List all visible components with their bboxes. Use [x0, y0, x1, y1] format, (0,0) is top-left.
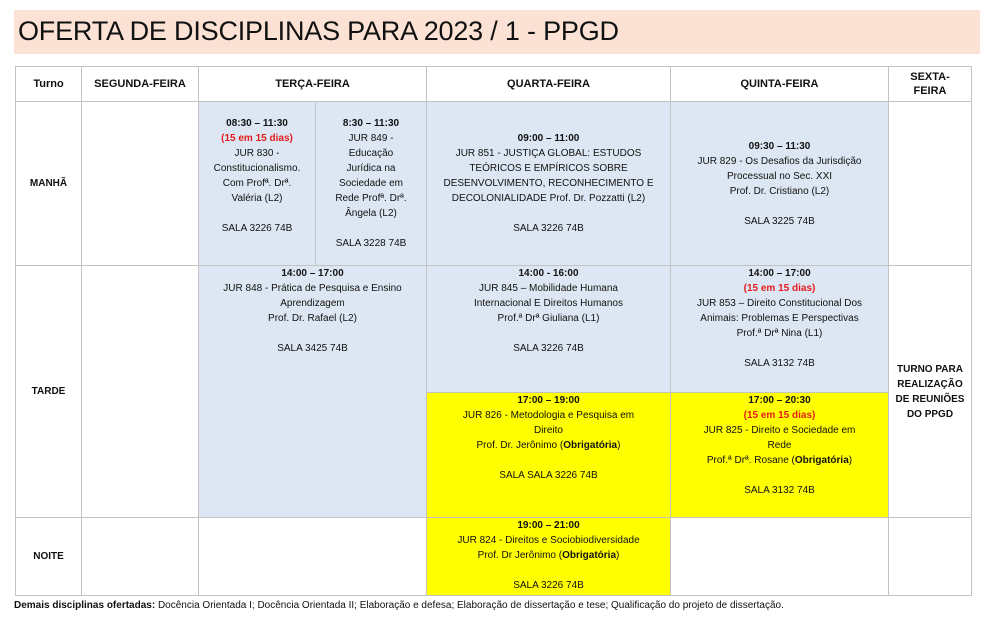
course-line: Direito — [534, 425, 563, 436]
meeting-note-line: DE REUNIÕES — [895, 393, 965, 405]
course-line: JUR 825 - Direito e Sociedade em — [703, 425, 856, 436]
course-line: TEÓRICOS E EMPÍRICOS SOBRE — [469, 163, 628, 174]
course-line: Prof.ª Drª Giuliana (L1) — [497, 313, 600, 324]
frequency-note: (15 em 15 dias) — [743, 283, 816, 294]
room-label: SALA 3225 74B — [744, 215, 815, 227]
mandatory-label: Obrigatória — [562, 550, 617, 561]
frequency-note: (15 em 15 dias) — [221, 133, 293, 144]
meeting-note-line: TURNO PARA — [897, 363, 963, 375]
header-sexta — [889, 67, 972, 102]
course-line: Com Profª. Drª. — [222, 178, 292, 189]
cell-noite-quinta — [671, 518, 889, 596]
course-line: Ângela (L2) — [345, 208, 397, 219]
course-line: Animais: Problemas E Perspectivas — [700, 313, 859, 324]
course-line: JUR 824 - Direitos e Sociobiodiversidade — [457, 535, 640, 546]
room-label: SALA 3226 74B — [513, 580, 584, 591]
course-line: Jurídica na — [346, 163, 396, 174]
meeting-note-line: DO PPGD — [906, 408, 954, 420]
time-label: 14:00 – 17:00 — [281, 268, 344, 279]
mandatory-label: Obrigatória — [794, 455, 849, 466]
page-title: OFERTA DE DISCIPLINAS PARA 2023 / 1 - PPGD — [18, 16, 619, 46]
course-line: DECOLONIALIDADE Prof. Dr. Pozzatti (L2) — [451, 193, 646, 204]
room-label: SALA 3132 74B — [744, 358, 815, 369]
cell-manha-quinta — [671, 102, 889, 266]
row-tarde-1 — [16, 266, 972, 393]
cell-tarde-quinta-825 — [671, 393, 889, 518]
cell-manha-quarta — [427, 102, 671, 266]
header-quinta: QUINTA-FEIRA — [671, 67, 889, 102]
cell-noite-quarta-824 — [427, 518, 671, 596]
course-line: JUR 849 - — [348, 133, 394, 144]
professor-line: Prof. Dr. Jerônimo (Obrigatória) — [476, 440, 621, 451]
course-line: JUR 845 – Mobilidade Humana — [479, 283, 618, 294]
room-label: SALA 3425 74B — [277, 343, 348, 354]
cell-tarde-terca — [199, 266, 427, 518]
row-label-tarde: TARDE — [16, 266, 82, 518]
course-line: Sociedade em — [339, 178, 403, 189]
course-line: JUR 826 - Metodologia e Pesquisa em — [462, 410, 635, 421]
room-label: SALA SALA 3226 74B — [499, 470, 598, 481]
header-segunda: SEGUNDA-FEIRA — [82, 67, 199, 102]
course-line: Prof. Dr. Cristiano (L2) — [729, 185, 830, 197]
cell-tarde-quarta — [427, 266, 671, 393]
time-label: 08:30 – 11:30 — [226, 118, 288, 129]
course-line: Constitucionalismo. — [213, 163, 301, 174]
course-line: JUR 851 - JUSTIÇA GLOBAL: ESTUDOS — [455, 148, 642, 159]
meeting-note-line: REALIZAÇÃO — [897, 378, 963, 390]
footer-note — [14, 600, 784, 611]
course-line: Prof.ª Drª Nina (L1) — [736, 328, 823, 339]
header-sexta-line2: FEIRA — [913, 85, 947, 97]
cell-tarde-quinta — [671, 266, 889, 393]
course-line: JUR 830 - — [234, 148, 280, 159]
room-label: SALA 3226 74B — [221, 223, 293, 234]
row-label-manha: MANHÃ — [16, 102, 82, 266]
course-line: Educação — [348, 148, 394, 159]
time-label: 19:00 – 21:00 — [517, 520, 580, 531]
course-line: Internacional E Direitos Humanos — [474, 298, 623, 309]
cell-noite-segunda — [82, 518, 199, 596]
course-line: DESENVOLVIMENTO, RECONHECIMENTO E — [443, 178, 654, 189]
header-quarta: QUARTA-FEIRA — [427, 67, 671, 102]
room-label: SALA 3132 74B — [744, 485, 815, 496]
header-row — [16, 67, 972, 102]
footer-label: Demais disciplinas ofertadas: — [14, 600, 156, 611]
course-line: JUR 853 – Direito Constitucional Dos — [696, 298, 863, 309]
course-line: JUR 829 - Os Desafios da Jurisdição — [697, 155, 862, 167]
course-line: Processual no Sec. XXI — [726, 170, 833, 182]
cell-noite-terca — [199, 518, 427, 596]
course-line: Prof. Dr. Rafael (L2) — [268, 313, 357, 324]
course-line: Valéria (L2) — [231, 193, 283, 204]
title-banner — [14, 10, 980, 54]
time-label: 09:00 – 11:00 — [517, 133, 580, 144]
cell-tarde-quarta-826 — [427, 393, 671, 518]
time-label: 17:00 – 19:00 — [517, 395, 580, 406]
cell-noite-sexta — [889, 518, 972, 596]
course-line: Aprendizagem — [280, 298, 345, 309]
cell-manha-sexta — [889, 102, 972, 266]
row-noite — [16, 518, 972, 596]
time-label: 14:00 - 16:00 — [518, 268, 579, 279]
mandatory-label: Obrigatória — [563, 440, 618, 451]
row-label-noite: NOITE — [16, 518, 82, 596]
header-terca: TERÇA-FEIRA — [199, 67, 427, 102]
cell-tarde-sexta — [889, 266, 972, 518]
schedule-table — [15, 66, 972, 596]
time-label: 14:00 – 17:00 — [748, 268, 811, 279]
footer-text: Docência Orientada I; Docência Orientada II; Elaboração e defesa; Elaboração de dissertação e tese; Qualificação do projeto de dissertação. — [155, 600, 784, 611]
course-line: JUR 848 - Prática de Pesquisa e Ensino — [223, 283, 402, 294]
frequency-note: (15 em 15 dias) — [743, 410, 816, 421]
room-label: SALA 3228 74B — [335, 238, 407, 249]
header-turno: Turno — [16, 67, 82, 102]
professor-line: Prof.ª Drª. Rosane (Obrigatória) — [706, 455, 853, 466]
header-sexta-line1: SEXTA- — [910, 71, 950, 83]
row-manha — [16, 102, 972, 266]
course-line: Rede Profª. Drª. — [335, 193, 407, 204]
cell-manha-segunda — [82, 102, 199, 266]
professor-line: Prof. Dr Jerônimo (Obrigatória) — [477, 550, 620, 561]
cell-tarde-segunda — [82, 266, 199, 518]
cell-manha-terca-830 — [199, 102, 316, 266]
room-label: SALA 3226 74B — [513, 343, 584, 354]
cell-manha-terca-849 — [316, 102, 427, 266]
course-line: Rede — [767, 440, 792, 451]
room-label: SALA 3226 74B — [513, 223, 584, 234]
time-label: 09:30 – 11:30 — [748, 140, 811, 152]
time-label: 17:00 – 20:30 — [748, 395, 811, 406]
time-label: 8:30 – 11:30 — [342, 118, 400, 129]
